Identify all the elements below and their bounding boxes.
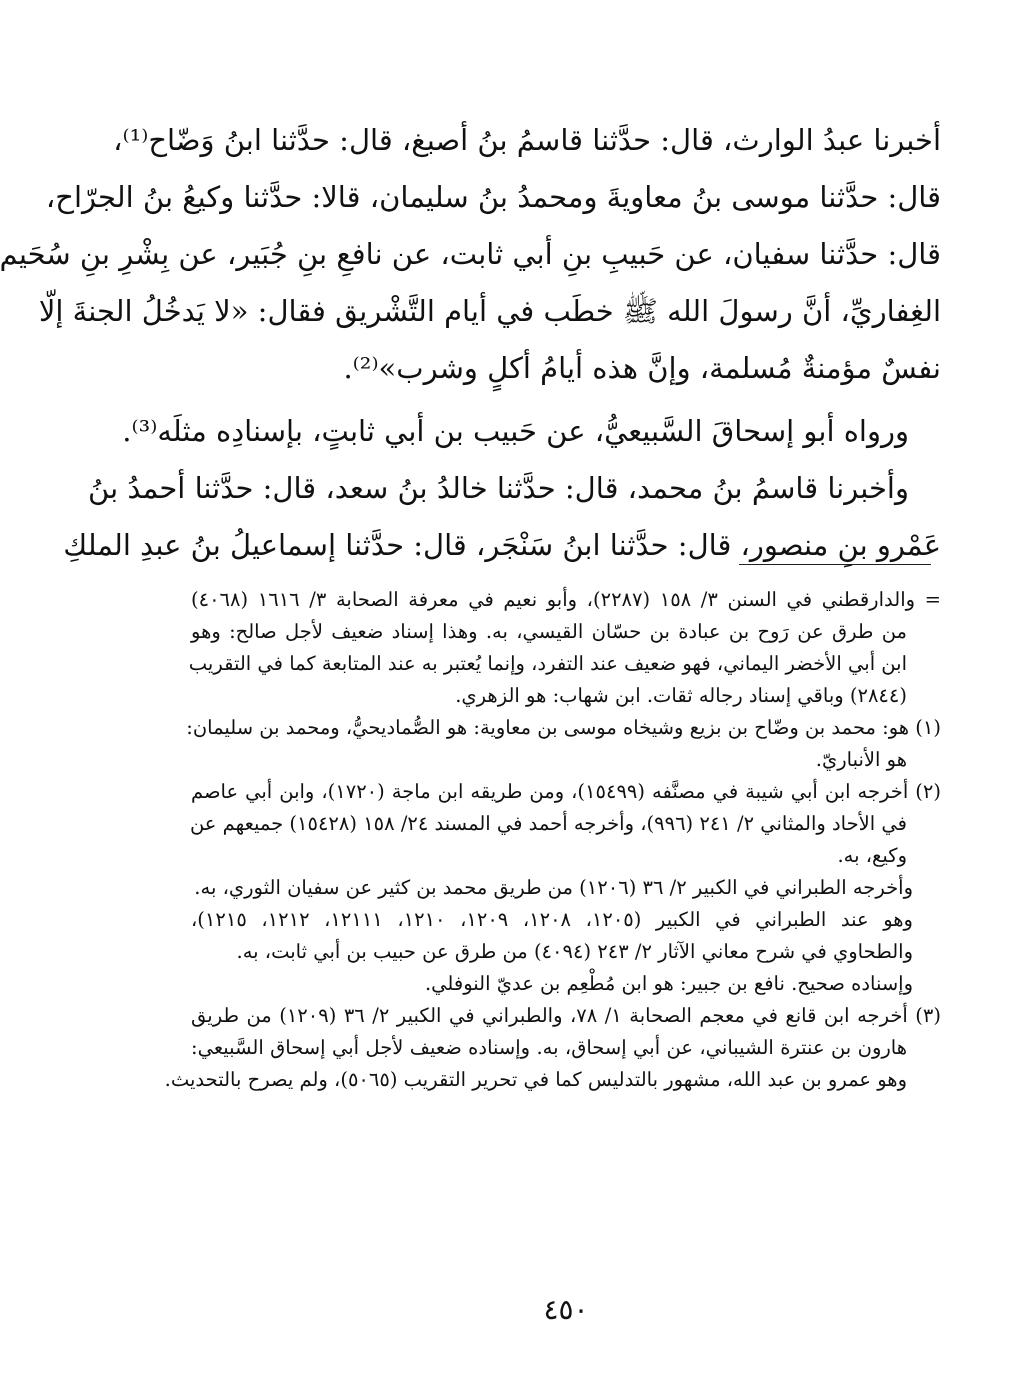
- footnote-separator: [739, 564, 931, 565]
- footnote-line: وإسناده صحيح. نافع بن جبير: هو ابن مُطْعِم بن عديّ النوفلي.: [424, 972, 913, 995]
- footnote-line: ابن أبي الأخضر اليماني، فهو ضعيف عند التفرد، وإنما يُعتبر به عند المتابعة كما في التقريب: [188, 652, 907, 675]
- footnote-line: وأخرجه الطبراني في الكبير ٢/ ٣٦ (١٢٠٦) من طريق محمد بن كثير عن سفيان الثوري، به.: [194, 876, 913, 899]
- footnote-line: هو الأنباريّ.: [815, 748, 907, 771]
- footnote-line: وهو عمرو بن عبد الله، مشهور بالتدليس كما في تحرير التقريب (٥٠٦٥)، ولم يصرح بالتحديث.: [164, 1068, 907, 1091]
- footnote-line: وهو عند الطبراني في الكبير (١٢٠٥، ١٢٠٨، ١٢٠٩، ١٢١٠، ١٢١١١، ١٢١٢، ١٢١٥)،: [191, 908, 913, 931]
- main-text-line: عَمْرو بنِ منصور، قال: حدَّثنا ابنُ سَنْجَر، قال: حدَّثنا إسماعيلُ بنُ عبدِ الملكِ: [63, 528, 941, 562]
- page-number: ٤٥٠: [543, 1293, 589, 1326]
- main-text: [0, 112, 941, 574]
- footnote-1: (١) هو: محمد بن وضّاح بن بزيع وشيخاه موسى بن معاوية: هو الصُّماديحيُّ، ومحمد بن سليمان:: [186, 716, 941, 739]
- main-text-line: نفسٌ مؤمنةٌ مُسلمة، وإنَّ هذه أيامُ أكلٍ وشرب»⁽²⁾.: [343, 351, 941, 385]
- footnote-line: وكيع، به.: [837, 844, 907, 867]
- main-text-line: قال: حدَّثنا سفيان، عن حَبيبِ بنِ أبي ثابت، عن نافعِ بنِ جُبَير، عن بِشْرِ بنِ سُحَيم: [0, 237, 941, 271]
- footnote-line: في الأحاد والمثاني ٢/ ٢٤١ (٩٩٦)، وأخرجه أحمد في المسند ٢٤/ ١٥٨ (١٥٤٢٨) جميعهم عن: [189, 812, 907, 835]
- main-text-line: ورواه أبو إسحاقَ السَّبيعيُّ، عن حَبيب بن أبي ثابتٍ، بإسنادِه مثلَه⁽³⁾.: [122, 414, 909, 448]
- footnote-line: من طرق عن رَوح بن عبادة بن حسّان القيسي، به. وهذا إسناد ضعيف لأجل صالح: وهو: [191, 620, 907, 643]
- footnote-line: (٢٨٤٤) وباقي إسناد رجاله ثقات. ابن شهاب: هو الزهري.: [455, 684, 907, 707]
- main-text-line: وأخبرنا قاسمُ بنُ محمد، قال: حدَّثنا خالدُ بنُ سعد، قال: حدَّثنا أحمدُ بنُ: [88, 471, 909, 505]
- main-text-line: أخبرنا عبدُ الوارث، قال: حدَّثنا قاسمُ بنُ أصبغ، قال: حدَّثنا ابنُ وَضّاح⁽¹⁾،: [113, 123, 941, 157]
- footnote-line: = والدارقطني في السنن ٣/ ١٥٨ (٢٢٨٧)، وأبو نعيم في معرفة الصحابة ٣/ ١٦١٦ (٤٠٦٨): [191, 588, 941, 611]
- footnote-line: والطحاوي في شرح معاني الآثار ٢/ ٢٤٣ (٤٠٩٤) من طرق عن حبيب بن أبي ثابت، به.: [236, 940, 913, 963]
- footnote-3: (٣) أخرجه ابن قانع في معجم الصحابة ١/ ٧٨، والطبراني في الكبير ٢/ ٣٦ (١٢٠٩) من طريق: [191, 1004, 941, 1027]
- main-text-line: قال: حدَّثنا موسى بنُ معاويةَ ومحمدُ بنُ سليمان، قالا: حدَّثنا وكيعُ بنُ الجرّاح،: [45, 180, 941, 214]
- footnote-2: (٢) أخرجه ابن أبي شيبة في مصنَّفه (١٥٤٩٩)، ومن طريقه ابن ماجة (١٧٢٠)، وابن أبي عاصم: [191, 780, 941, 803]
- footnotes: [164, 584, 941, 1096]
- footnote-line: هارون بن عنترة الشيباني، عن أبي إسحاق، به. وإسناده ضعيف لأجل أبي إسحاق السَّبيعي:: [191, 1036, 907, 1059]
- main-text-line: الغِفاريِّ، أنَّ رسولَ الله ﷺ خطَب في أيام التَّشْريق فقال: «لا يَدخُلُ الجنةَ إلّا: [38, 294, 941, 328]
